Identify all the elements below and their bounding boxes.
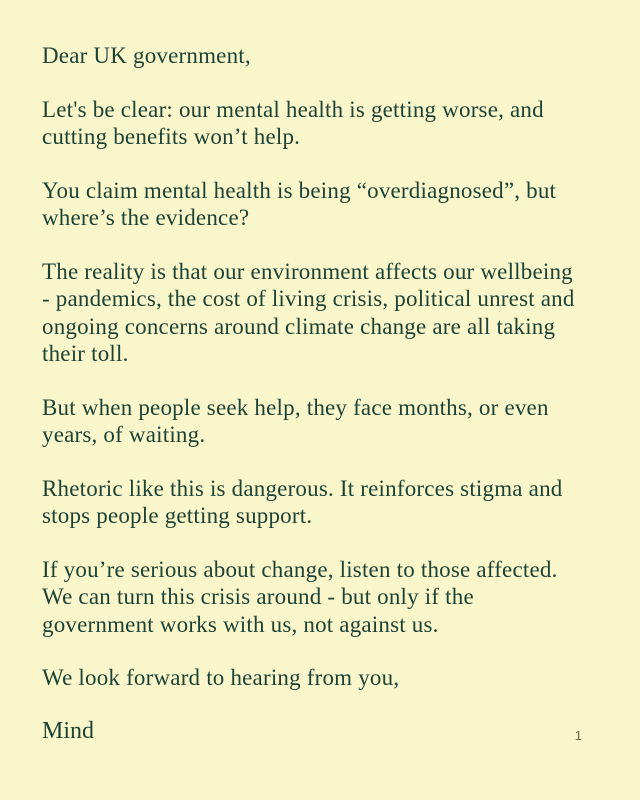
paragraph-be-clear — [42, 96, 602, 151]
letter-line: cutting benefits won’t help. — [42, 124, 301, 149]
letter-line: But when people seek help, they face months, or even — [42, 394, 549, 420]
letter-line: stops people getting support. — [42, 503, 313, 528]
letter-line: We look forward to hearing from you, — [42, 665, 400, 690]
page-number: 1 — [574, 728, 582, 743]
paragraph-serious-about-change — [42, 556, 602, 639]
letter-line: ongoing concerns around climate change are all taking — [42, 313, 556, 339]
letter-line: You claim mental health is being “overdiagnosed”, but — [42, 177, 557, 203]
paragraph-reality — [42, 258, 602, 368]
letter-line: Dear UK government, — [42, 43, 251, 68]
letter-line: government works with us, not against us. — [42, 611, 439, 637]
letter-line: If you’re serious about change, listen to those affected. — [42, 556, 558, 582]
letter-line: years, of waiting. — [42, 422, 206, 447]
letter-line: Let's be clear: our mental health is getting worse, and — [42, 96, 544, 122]
signature-row — [42, 718, 602, 746]
signature-mind: Mind — [42, 717, 95, 744]
letter-line: We can turn this crisis around - but only if the — [42, 584, 474, 609]
paragraph-overdiagnosed — [42, 177, 602, 232]
letter-line: where’s the evidence? — [42, 205, 250, 230]
paragraph-rhetoric — [42, 475, 602, 530]
letter-line: The reality is that our environment affects our wellbeing — [42, 258, 573, 284]
letter-line: Rhetoric like this is dangerous. It reinforces stigma and — [42, 475, 563, 501]
paragraph-salutation — [42, 42, 602, 70]
letter-line: - pandemics, the cost of living crisis, political unrest and — [42, 286, 575, 311]
paragraph-waiting — [42, 394, 602, 449]
paragraph-closing — [42, 664, 602, 692]
letter-line: their toll. — [42, 341, 129, 366]
